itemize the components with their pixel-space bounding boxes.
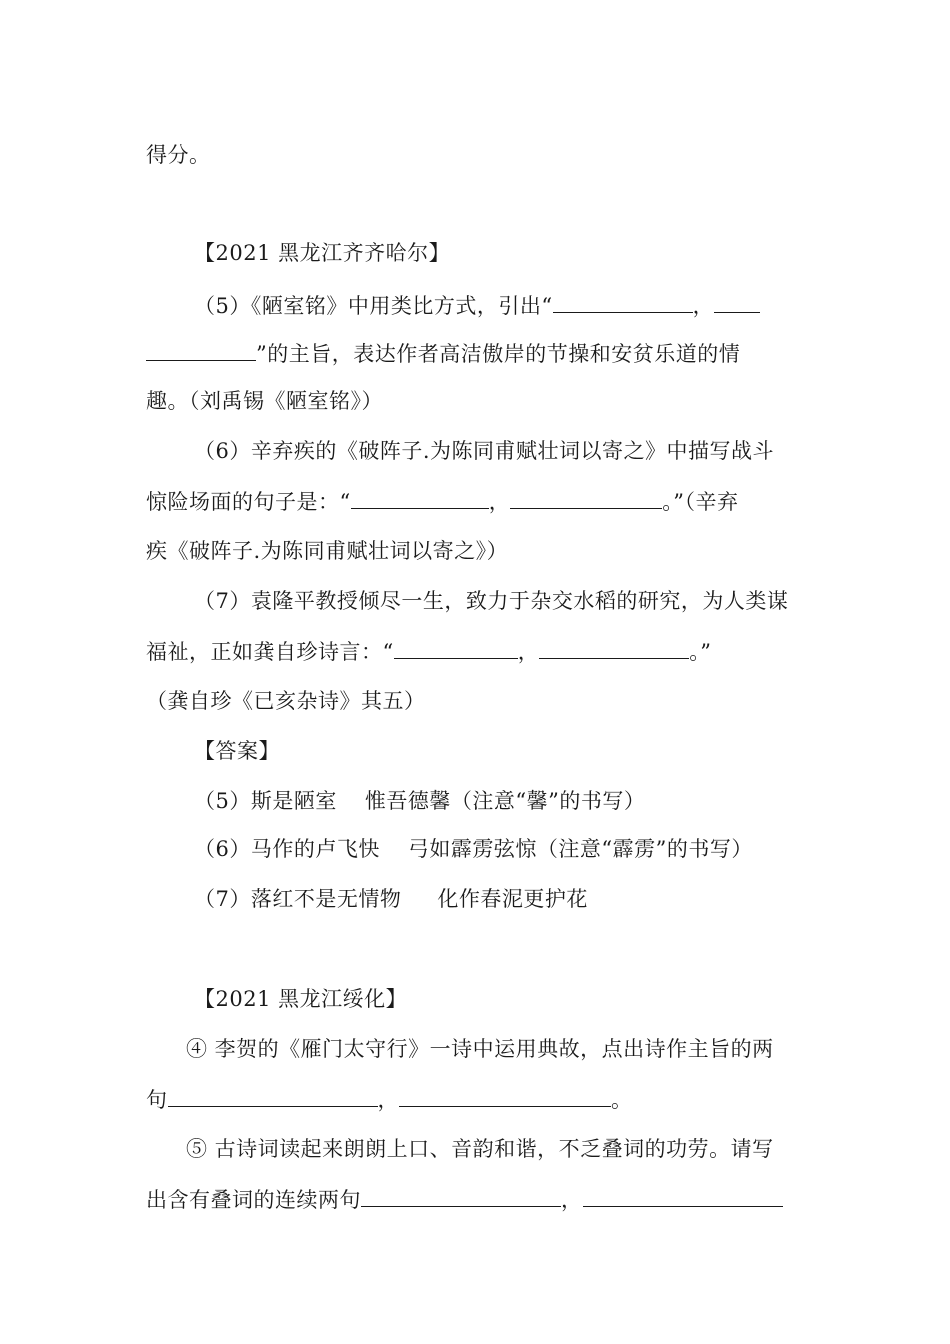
- question-5-line-3: 趣。（刘禹锡《陋室铭》）: [146, 389, 383, 413]
- q7-sep: ，: [517, 640, 540, 664]
- answer-blank[interactable]: [539, 636, 689, 659]
- question-4-line-1: ④ 李贺的《雁门太守行》一诗中运用典故，点出诗作主旨的两: [186, 1037, 774, 1061]
- question-5b-line-1: ⑤ 古诗词读起来朗朗上口、音韵和谐，不乏叠词的功劳。请写: [186, 1137, 774, 1161]
- answer-blank[interactable]: [146, 338, 256, 361]
- q7-prefix: 福祉，正如龚自珍诗言：“: [146, 640, 394, 664]
- answer-blank[interactable]: [351, 486, 489, 509]
- intro-tail: 得分。: [146, 143, 211, 167]
- answer-6-first: （6）马作的卢飞快: [194, 837, 380, 861]
- answer-blank[interactable]: [714, 290, 760, 313]
- q4-sep: ，: [377, 1088, 399, 1112]
- answer-blank[interactable]: [399, 1084, 611, 1107]
- answer-7: [194, 884, 806, 914]
- answer-blank[interactable]: [361, 1184, 561, 1207]
- question-6-line-2: [146, 486, 806, 517]
- section-header-suihua: 【2021 黑龙江绥化】: [194, 987, 408, 1011]
- answer-6-second: 弓如霹雳弦惊（注意“霹雳”的书写）: [407, 837, 753, 861]
- question-6-line-1: （6）辛弃疾的《破阵子.为陈同甫赋壮词以寄之》中描写战斗: [194, 439, 775, 463]
- q5-line-2-text: ”的主旨，表达作者高洁傲岸的节操和安贫乐道的情: [256, 342, 741, 366]
- q4-prefix: 句: [146, 1088, 168, 1112]
- answer-blank[interactable]: [394, 636, 518, 659]
- answer-5-first: （5）斯是陋室: [194, 789, 337, 813]
- q6-sep: ，: [488, 490, 511, 514]
- question-5-line-2: [146, 338, 806, 369]
- answer-blank[interactable]: [553, 290, 693, 313]
- question-6-line-3: 疾《破阵子.为陈同甫赋壮词以寄之》）: [146, 539, 509, 563]
- answer-7-second: 化作春泥更护花: [437, 887, 588, 911]
- answer-header: 【答案】: [194, 739, 280, 763]
- question-4-line-2: [146, 1084, 806, 1115]
- q5-sep: ，: [692, 294, 715, 318]
- question-5b-line-2: [146, 1184, 806, 1215]
- section-header-qiqihar: 【2021 黑龙江齐齐哈尔】: [194, 241, 451, 265]
- answer-6: [194, 834, 806, 864]
- answer-5: [194, 786, 806, 816]
- answer-blank[interactable]: [583, 1184, 783, 1207]
- answer-blank[interactable]: [168, 1084, 378, 1107]
- question-7-line-2: [146, 636, 806, 667]
- question-7-line-3: （龚自珍《已亥杂诗》其五）: [146, 689, 426, 713]
- question-7-line-1: （7）袁隆平教授倾尽一生，致力于杂交水稻的研究，为人类谋: [194, 589, 789, 613]
- answer-7-first: （7）落红不是无情物: [194, 887, 402, 911]
- q5-prefix: （5）《陋室铭》中用类比方式，引出“: [194, 294, 553, 318]
- q7-suffix: 。”: [689, 640, 712, 664]
- q4-suffix: 。: [611, 1088, 633, 1112]
- q6-suffix: 。”（辛弃: [662, 490, 739, 514]
- q6-prefix: 惊险场面的句子是：“: [146, 490, 351, 514]
- answer-5-second: 惟吾德馨（注意“馨”的书写）: [364, 789, 646, 813]
- q5b-sep: ，: [561, 1188, 583, 1212]
- answer-blank[interactable]: [510, 486, 662, 509]
- q5b-prefix: 出含有叠词的连续两句: [146, 1188, 361, 1212]
- question-5-line-1: [194, 290, 806, 321]
